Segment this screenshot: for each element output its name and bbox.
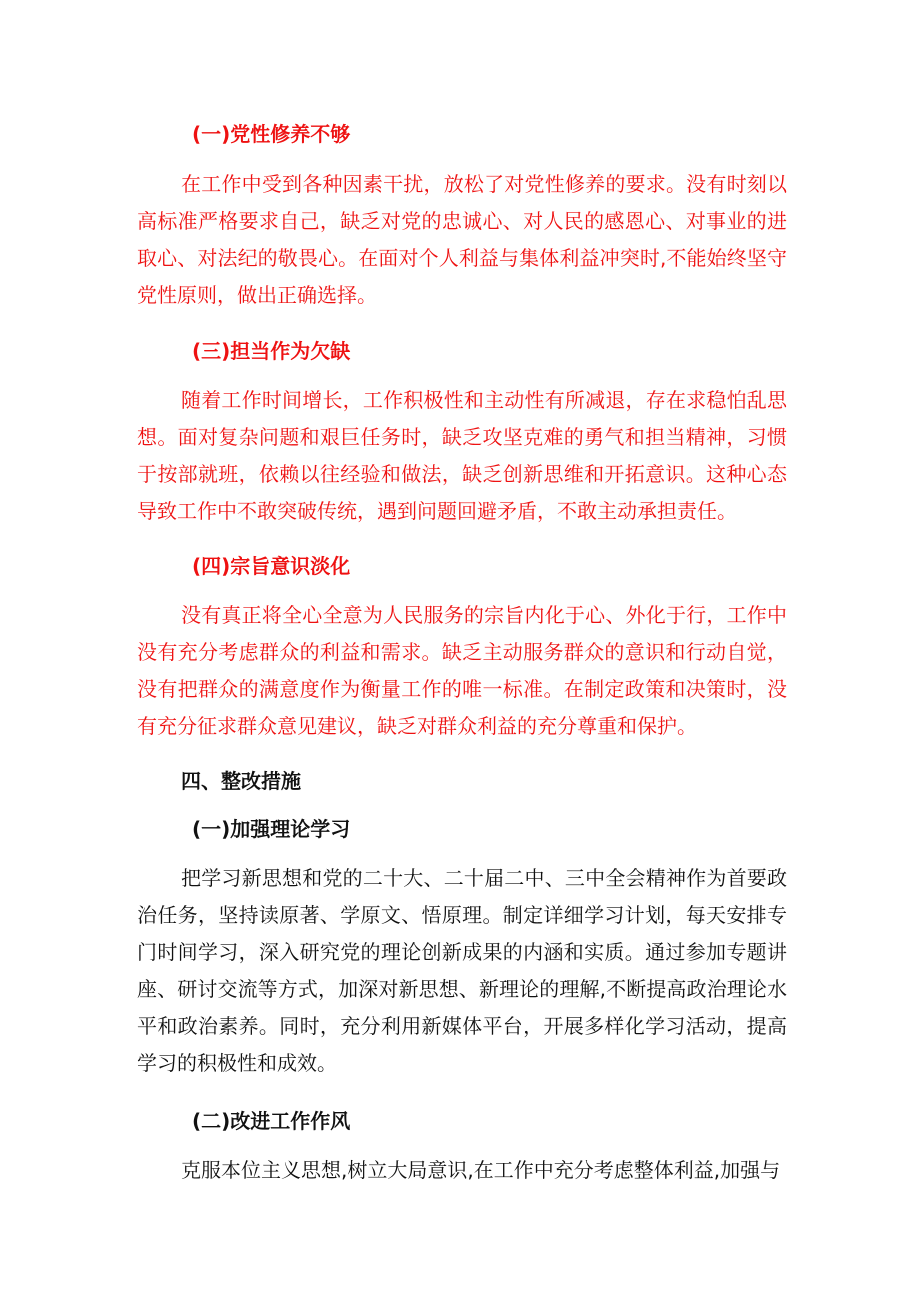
paragraph-party-spirit: 在工作中受到各种因素干扰，放松了对党性修养的要求。没有时刻以高标准严格要求自己，缺乏对党的忠诚心、对人民的感恩心、对事业的进取心、对法纪的敬畏心。在面对个人利益与集体利益冲突时,不能始终坚守党性原则，做出正确选择。 [137, 172, 787, 307]
paragraph-work-style: 克服本位主义思想,树立大局意识,在工作中充分考虑整体利益,加强与 [181, 1158, 781, 1182]
paragraph-purpose: 没有真正将全心全意为人民服务的宗旨内化于心、外化于行，工作中没有充分考虑群众的利益和需求。缺乏主动服务群众的意识和行动自觉，没有把群众的满意度作为衡量工作的唯一标准。在制定政策和决策时，没有充分征求群众意见建议，缺乏对群众利益的充分尊重和保护。 [137, 603, 787, 738]
heading-purpose: (四)宗旨意识淡化 [192, 554, 351, 578]
paragraph-theory-study: 把学习新思想和党的二十大、二十届二中、三中全会精神作为首要政治任务，坚持读原著、学原文、悟原理。制定详细学习计划，每天安排专门时间学习，深入研究党的理论创新成果的内涵和实质。通过参加专题讲座、研讨交流等方式，加深对新思想、新理论的理解,不断提高政治理论水平和政治素养。同时，充分利用新媒体平台，开展多样化学习活动，提高学习的积极性和成效。 [137, 866, 787, 1075]
heading-work-style: (二)改进工作作风 [192, 1109, 351, 1133]
heading-responsibility: (三)担当作为欠缺 [192, 339, 351, 363]
heading-rectification-measures: 四、整改措施 [181, 769, 301, 793]
heading-theory-study: (一)加强理论学习 [192, 817, 351, 841]
heading-party-spirit: (一)党性修养不够 [192, 122, 351, 146]
paragraph-responsibility: 随着工作时间增长，工作积极性和主动性有所减退，存在求稳怕乱思想。面对复杂问题和艰巨任务时，缺乏攻坚克难的勇气和担当精神，习惯于按部就班，依赖以往经验和做法，缺乏创新思维和开拓意识。这种心态导致工作中不敢突破传统，遇到问题回避矛盾，不敢主动承担责任。 [137, 388, 787, 523]
